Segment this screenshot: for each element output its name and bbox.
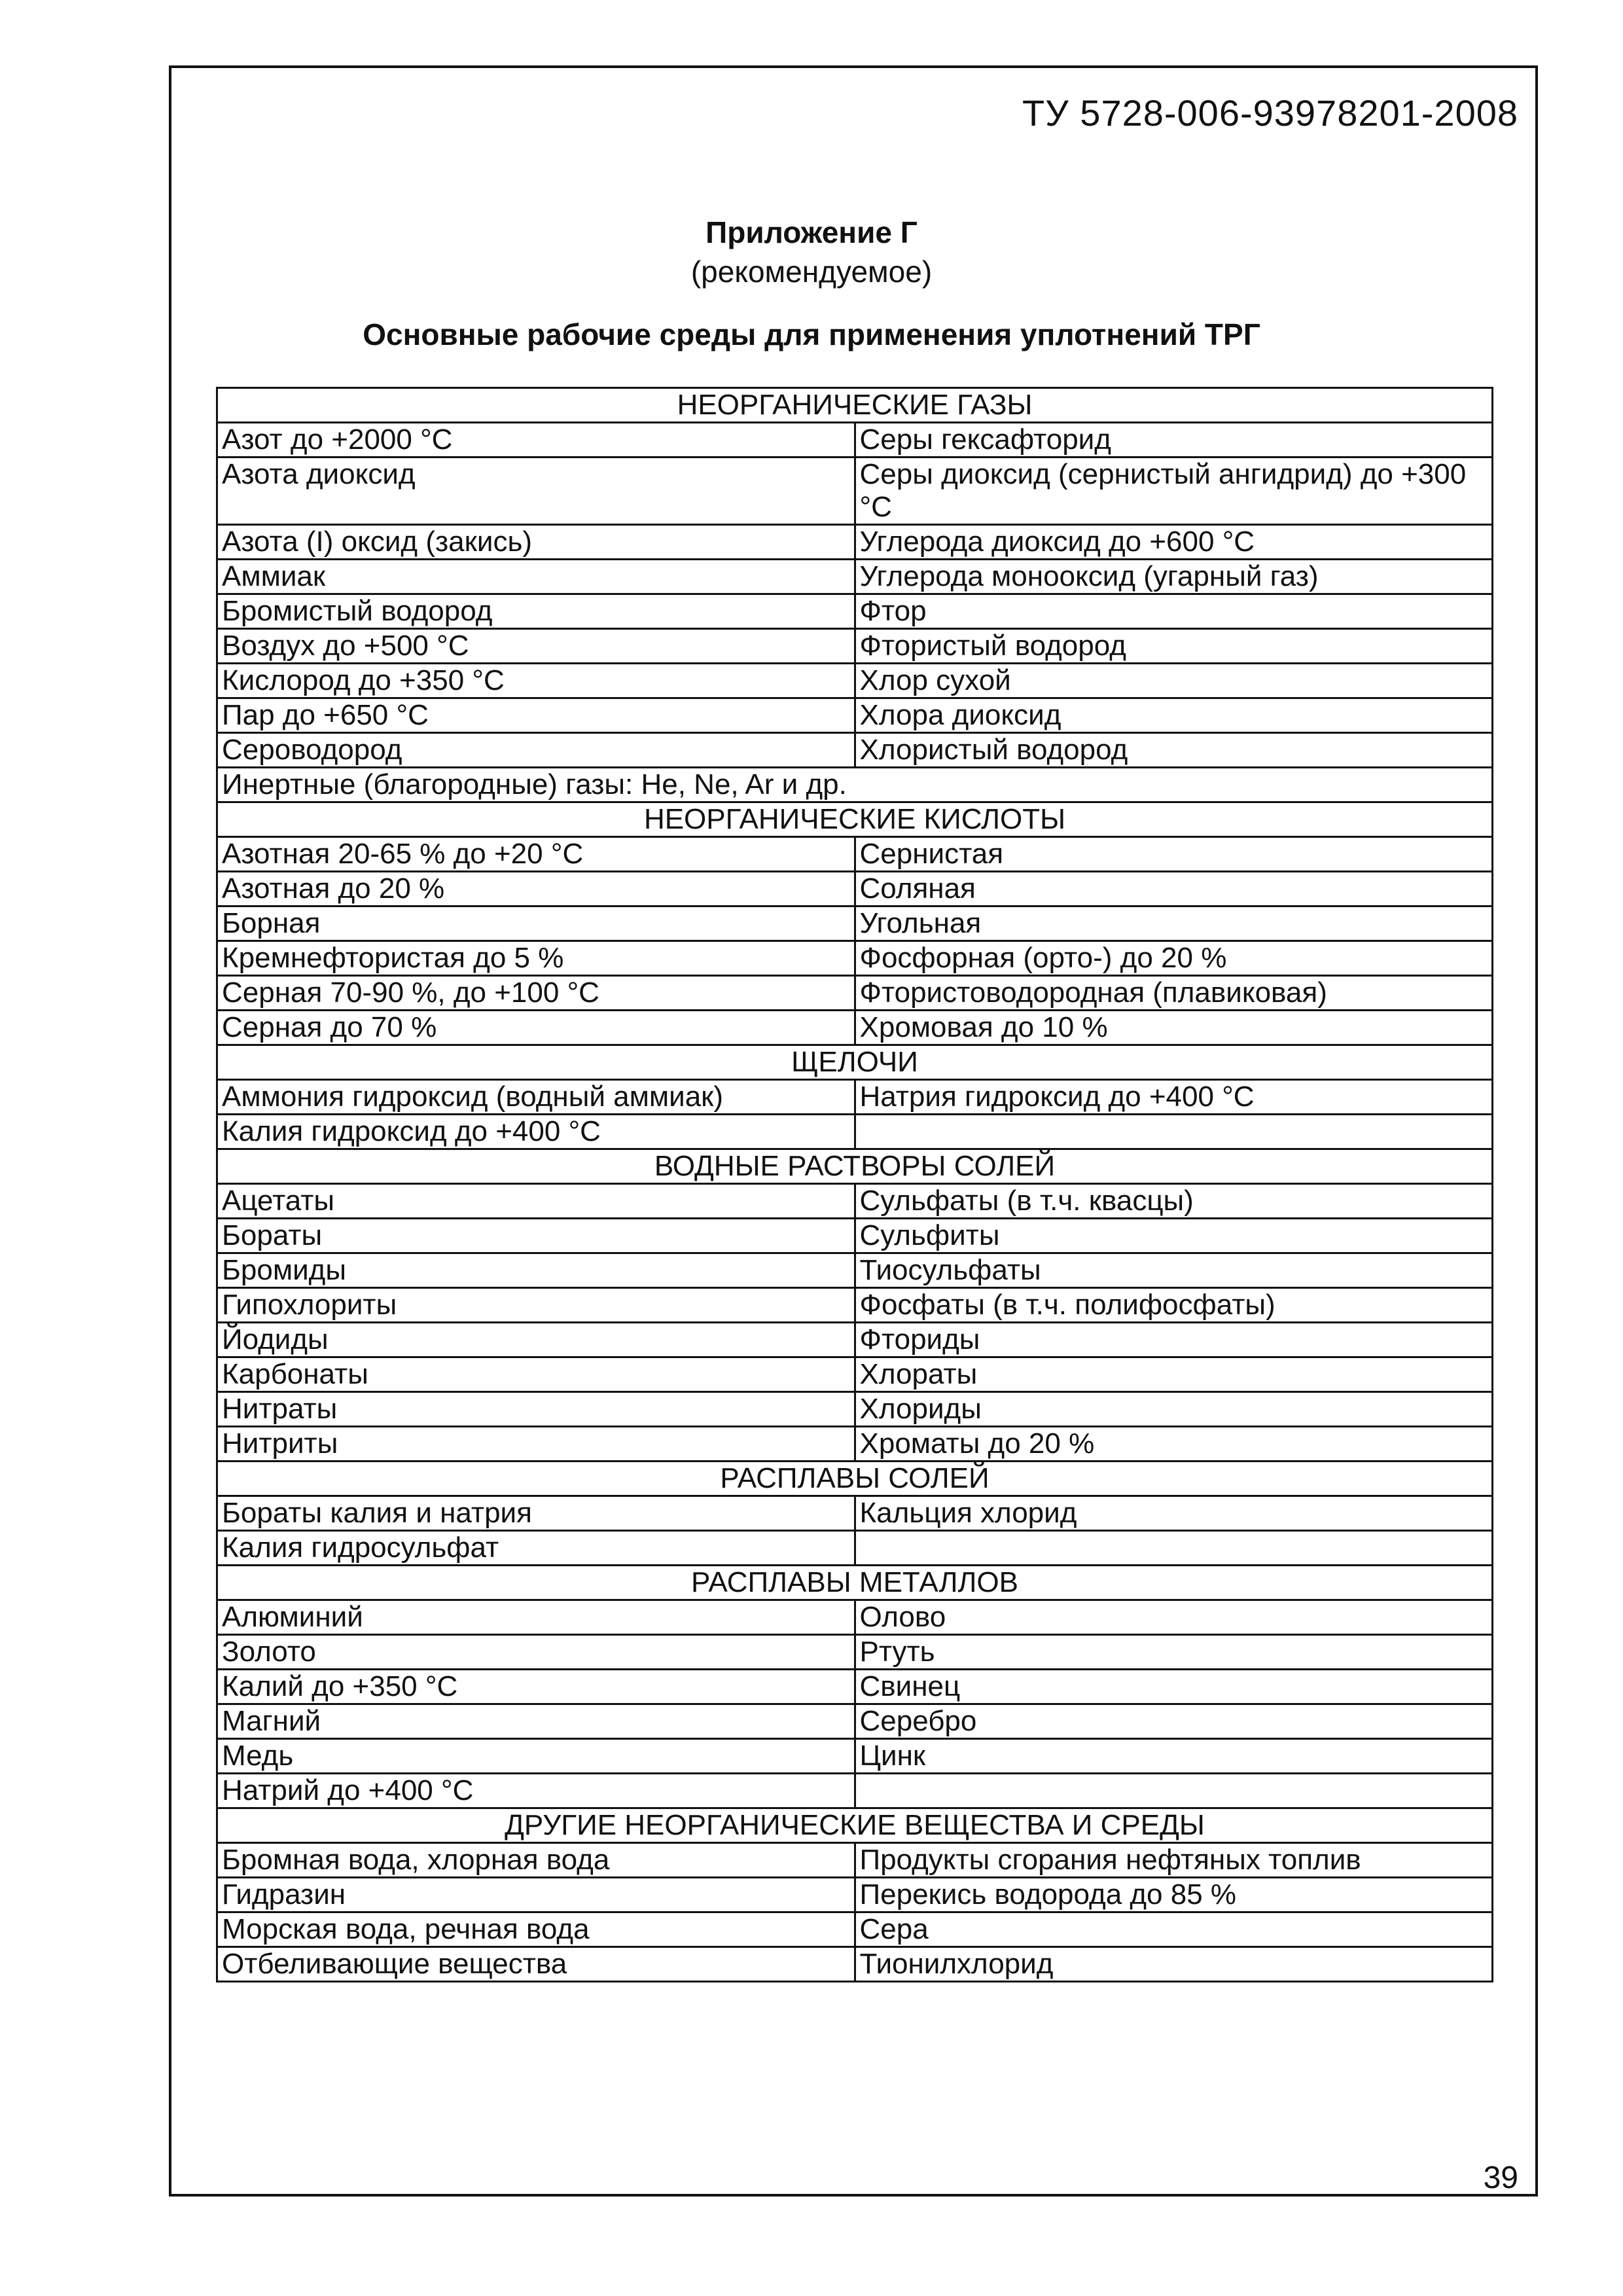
category-row (217, 1462, 1493, 1496)
table-cell-left: Карбонаты (217, 1357, 855, 1392)
table-cell-right: Фосфаты (в т.ч. полифосфаты) (855, 1288, 1493, 1323)
table-row (217, 423, 1493, 457)
table-cell-left: Гипохлориты (217, 1288, 855, 1323)
table-cell-right: Продукты сгорания нефтяных топлив (855, 1843, 1493, 1878)
table-cell-right (855, 1531, 1493, 1566)
table-cell-left: Нитриты (217, 1427, 855, 1462)
table-cell-left: Отбеливающие вещества (217, 1947, 855, 1982)
table-cell-right: Фториды (855, 1323, 1493, 1357)
table-cell-wide: Инертные (благородные) газы: He, Ne, Ar и др. (217, 768, 1493, 802)
table-cell-right: Хлориды (855, 1392, 1493, 1427)
table-row (217, 698, 1493, 733)
table-row (217, 1600, 1493, 1635)
table-cell-left: Аммиак (217, 560, 855, 594)
table-cell-right: Угольная (855, 906, 1493, 941)
table-cell-right: Тионилхлорид (855, 1947, 1493, 1982)
table-row (217, 906, 1493, 941)
table-cell-left: Азота (I) оксид (закись) (217, 525, 855, 560)
table-cell-right: Натрия гидроксид до +400 °С (855, 1080, 1493, 1115)
table-cell-left: Алюминий (217, 1600, 855, 1635)
document-heading: Основные рабочие среды для применения уплотнений ТРГ (363, 317, 1260, 351)
table-cell-left: Пар до +650 °С (217, 698, 855, 733)
table-cell-left: Воздух до +500 °С (217, 629, 855, 664)
table-cell-right: Фтор (855, 594, 1493, 629)
table-cell-right: Ртуть (855, 1635, 1493, 1670)
table-cell-left: Азот до +2000 °С (217, 423, 855, 457)
table-cell-left: Бораты (217, 1219, 855, 1253)
table-row (217, 976, 1493, 1011)
category-row (217, 1808, 1493, 1843)
table-cell-left: Калий до +350 °С (217, 1670, 855, 1704)
table-row (217, 594, 1493, 629)
table-row (217, 1947, 1493, 1982)
table-cell-right: Фтористоводородная (плавиковая) (855, 976, 1493, 1011)
category-row (217, 1566, 1493, 1600)
table-cell-left: Натрий до +400 °С (217, 1774, 855, 1808)
table-cell-left: Бромная вода, хлорная вода (217, 1843, 855, 1878)
table-cell-left: Серная до 70 % (217, 1011, 855, 1045)
table-cell-right: Углерода диоксид до +600 °С (855, 525, 1493, 560)
table-cell-right: Хлора диоксид (855, 698, 1493, 733)
table-cell-left: Бораты калия и натрия (217, 1496, 855, 1531)
category-row (217, 1149, 1493, 1184)
table-row (217, 525, 1493, 560)
table-row (217, 1080, 1493, 1115)
table-cell-left: Серная 70-90 %, до +100 °С (217, 976, 855, 1011)
table-cell-left: Гидразин (217, 1878, 855, 1912)
table-cell-left: Азотная 20-65 % до +20 °С (217, 837, 855, 872)
document-code: ТУ 5728-006-93978201-2008 (1022, 92, 1518, 134)
page-number: 39 (1483, 2161, 1518, 2195)
table-row (217, 1219, 1493, 1253)
table-cell-right: Сернистая (855, 837, 1493, 872)
table-cell-left: Сероводород (217, 733, 855, 768)
table-row (217, 1496, 1493, 1531)
table-row (217, 733, 1493, 768)
table-row (217, 941, 1493, 976)
table-row (217, 1253, 1493, 1288)
table-cell-right: Хлор сухой (855, 664, 1493, 698)
table-row (217, 1115, 1493, 1149)
category-header: РАСПЛАВЫ СОЛЕЙ (217, 1462, 1493, 1496)
table-row (217, 457, 1493, 525)
table-cell-right: Хроматы до 20 % (855, 1427, 1493, 1462)
table-cell-left: Магний (217, 1704, 855, 1739)
table-cell-left: Кремнефтористая до 5 % (217, 941, 855, 976)
table-cell-right (855, 1115, 1493, 1149)
table-row (217, 1774, 1493, 1808)
table-cell-left: Золото (217, 1635, 855, 1670)
table-cell-right: Перекись водорода до 85 % (855, 1878, 1493, 1912)
table-row (217, 1288, 1493, 1323)
table-cell-right: Углерода монооксид (угарный газ) (855, 560, 1493, 594)
table-row (217, 1704, 1493, 1739)
table-cell-left: Морская вода, речная вода (217, 1912, 855, 1947)
category-header: ДРУГИЕ НЕОРГАНИЧЕСКИЕ ВЕЩЕСТВА И СРЕДЫ (217, 1808, 1493, 1843)
table-cell-left: Аммония гидроксид (водный аммиак) (217, 1080, 855, 1115)
table-cell-left: Кислород до +350 °С (217, 664, 855, 698)
category-header: НЕОРГАНИЧЕСКИЕ ГАЗЫ (217, 388, 1493, 423)
table-row (217, 872, 1493, 906)
table-row (217, 1878, 1493, 1912)
table-cell-right: Сера (855, 1912, 1493, 1947)
table-cell-right: Тиосульфаты (855, 1253, 1493, 1288)
table-cell-left: Йодиды (217, 1323, 855, 1357)
table-cell-right: Соляная (855, 872, 1493, 906)
table-row (217, 560, 1493, 594)
table-cell-right: Серебро (855, 1704, 1493, 1739)
table-row (217, 1184, 1493, 1219)
table-row (217, 1843, 1493, 1878)
table-row (217, 1635, 1493, 1670)
category-header: РАСПЛАВЫ МЕТАЛЛОВ (217, 1566, 1493, 1600)
appendix-title: Приложение Г (705, 215, 918, 249)
table-cell-right: Цинк (855, 1739, 1493, 1774)
table-cell-right: Серы диоксид (сернистый ангидрид) до +300 °С (855, 457, 1493, 525)
table-row (217, 1739, 1493, 1774)
table-cell-right: Фтористый водород (855, 629, 1493, 664)
table-row (217, 664, 1493, 698)
table-row (217, 1392, 1493, 1427)
table-cell-right: Сульфиты (855, 1219, 1493, 1253)
category-header: ЩЕЛОЧИ (217, 1045, 1493, 1080)
table-row (217, 1912, 1493, 1947)
table-cell-right: Олово (855, 1600, 1493, 1635)
table-cell-left: Калия гидроксид до +400 °С (217, 1115, 855, 1149)
table-cell-right: Свинец (855, 1670, 1493, 1704)
appendix-note: (рекомендуемое) (690, 255, 933, 289)
media-table (216, 387, 1493, 1982)
table-cell-right: Сульфаты (в т.ч. квасцы) (855, 1184, 1493, 1219)
media-table-body (217, 388, 1493, 1982)
category-header: НЕОРГАНИЧЕСКИЕ КИСЛОТЫ (217, 802, 1493, 837)
table-cell-left: Калия гидросульфат (217, 1531, 855, 1566)
table-row (217, 1427, 1493, 1462)
table-cell-left: Нитраты (217, 1392, 855, 1427)
table-cell-left: Азотная до 20 % (217, 872, 855, 906)
table-cell-right: Фосфорная (орто-) до 20 % (855, 941, 1493, 976)
table-cell-right: Хлораты (855, 1357, 1493, 1392)
table-cell-right: Серы гексафторид (855, 423, 1493, 457)
table-row (217, 1357, 1493, 1392)
table-cell-right: Хромовая до 10 % (855, 1011, 1493, 1045)
category-row (217, 1045, 1493, 1080)
table-row (217, 1011, 1493, 1045)
table-row (217, 837, 1493, 872)
table-cell-right: Хлористый водород (855, 733, 1493, 768)
table-cell-left: Ацетаты (217, 1184, 855, 1219)
table-row (217, 1531, 1493, 1566)
table-cell-left: Бромистый водород (217, 594, 855, 629)
category-row (217, 802, 1493, 837)
table-cell-left: Бромиды (217, 1253, 855, 1288)
table-cell-right (855, 1774, 1493, 1808)
category-header: ВОДНЫЕ РАСТВОРЫ СОЛЕЙ (217, 1149, 1493, 1184)
table-cell-left: Борная (217, 906, 855, 941)
table-row (217, 1323, 1493, 1357)
table-row (217, 768, 1493, 802)
table-cell-left: Азота диоксид (217, 457, 855, 525)
category-row (217, 388, 1493, 423)
table-cell-right: Кальция хлорид (855, 1496, 1493, 1531)
table-cell-left: Медь (217, 1739, 855, 1774)
table-row (217, 629, 1493, 664)
table-row (217, 1670, 1493, 1704)
